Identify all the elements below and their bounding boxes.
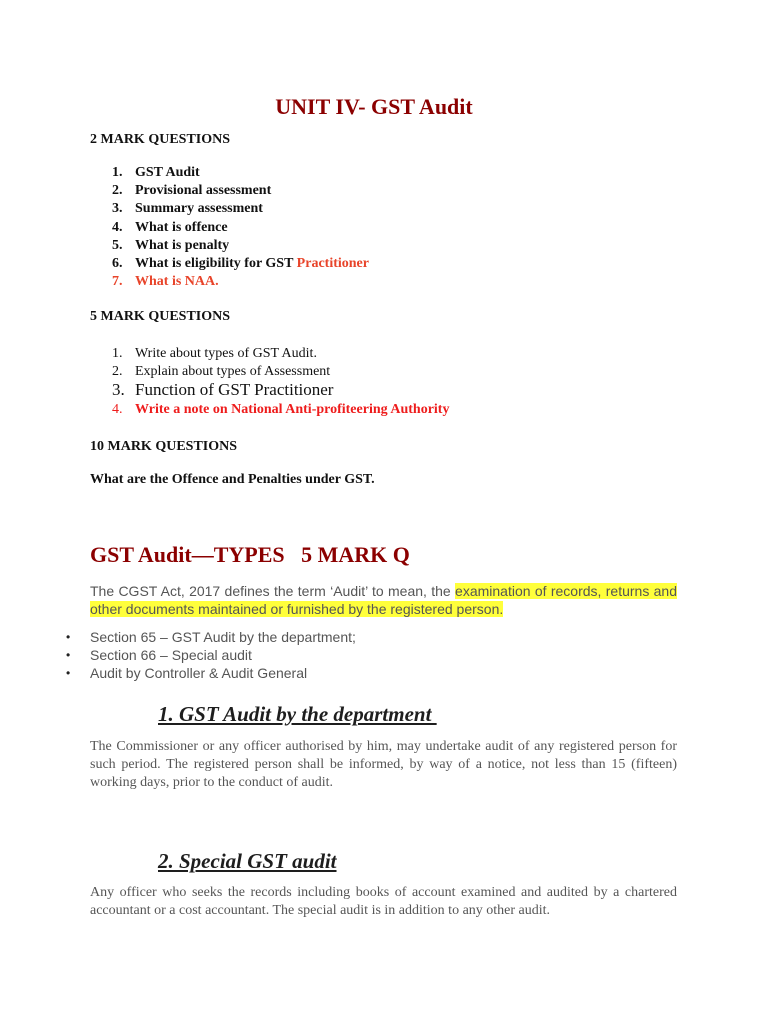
list-item-text: GST Audit — [135, 165, 200, 180]
list-item — [90, 255, 369, 273]
list-number: 4. — [112, 219, 123, 235]
bullet-icon: • — [66, 648, 71, 662]
list-number: 4. — [112, 402, 123, 417]
ten-mark-question: What are the Offence and Penalties under GST. — [90, 472, 375, 487]
types-bullet-list — [66, 628, 356, 682]
types-intro-text: The CGST Act, 2017 defines the term ‘Audit’ to mean, the — [90, 583, 456, 599]
two-mark-list — [90, 164, 369, 291]
list-item — [90, 400, 449, 420]
types-heading: GST Audit—TYPES 5 MARK Q — [90, 542, 410, 567]
list-item-text: Write a note on National Anti-profiteering Authority — [135, 402, 450, 417]
list-item — [66, 664, 356, 682]
list-number: 2. — [112, 183, 123, 199]
dept-audit-body: The Commissioner or any officer authorised by him, may undertake audit of any registered person for such period. The registered person shall be informed, by way of a notice, not less than 15 (fifteen) working days, prior to the conduct of audit. — [90, 739, 677, 790]
list-item-text: What is offence — [135, 219, 228, 235]
list-item — [90, 345, 449, 363]
list-number: 2. — [112, 363, 123, 379]
list-item-text: Function of GST Practitioner — [135, 380, 334, 399]
list-item-text: Explain about types of Assessment — [135, 363, 331, 379]
list-item-text: Audit by Controller & Audit General — [90, 665, 308, 681]
list-item — [90, 380, 449, 400]
page-title: UNIT IV- GST Audit — [275, 94, 473, 119]
list-item — [66, 628, 356, 646]
list-item-accent: Practitioner — [296, 256, 369, 272]
five-mark-list — [90, 345, 449, 420]
list-number: 7. — [112, 274, 123, 290]
list-number: 1. — [112, 165, 123, 180]
list-item-text: What is penalty — [135, 237, 230, 253]
list-item-text: Write about types of GST Audit. — [135, 346, 317, 361]
bullet-icon: • — [66, 630, 71, 644]
list-number: 5. — [112, 237, 123, 253]
list-item-text: Section 65 – GST Audit by the department; — [90, 629, 356, 645]
list-item-text: Summary assessment — [135, 201, 263, 217]
list-number: 6. — [112, 256, 123, 272]
ten-mark-heading: 10 MARK QUESTIONS — [90, 439, 238, 454]
types-intro-highlight: examination of records, returns and other documents maintained or furnished by the registered person. — [90, 583, 677, 617]
list-item — [90, 182, 369, 200]
list-number: 3. — [112, 380, 125, 399]
list-number: 3. — [112, 201, 123, 217]
types-intro — [90, 583, 677, 618]
bullet-icon: • — [66, 666, 71, 680]
list-item — [90, 164, 369, 182]
two-mark-heading: 2 MARK QUESTIONS — [90, 132, 231, 147]
list-item — [66, 646, 356, 664]
list-item-text: Section 66 – Special audit — [90, 647, 252, 663]
list-item — [90, 200, 369, 218]
list-item-text: What is eligibility for GST — [135, 256, 297, 272]
list-item — [90, 273, 369, 291]
list-item — [90, 363, 449, 381]
dept-audit-heading: 1. GST Audit by the department — [158, 702, 437, 726]
special-audit-body: Any officer who seeks the records including books of account examined and audited by a chartered accountant or a cost accountant. The special audit is in addition to any other audit. — [90, 885, 677, 918]
list-item-text: Provisional assessment — [135, 183, 272, 199]
list-item — [90, 219, 369, 237]
list-number: 1. — [112, 346, 123, 361]
special-audit-heading: 2. Special GST audit — [158, 849, 337, 873]
list-item-text: What is NAA. — [135, 274, 219, 290]
five-mark-heading: 5 MARK QUESTIONS — [90, 309, 231, 324]
list-item — [90, 237, 369, 255]
